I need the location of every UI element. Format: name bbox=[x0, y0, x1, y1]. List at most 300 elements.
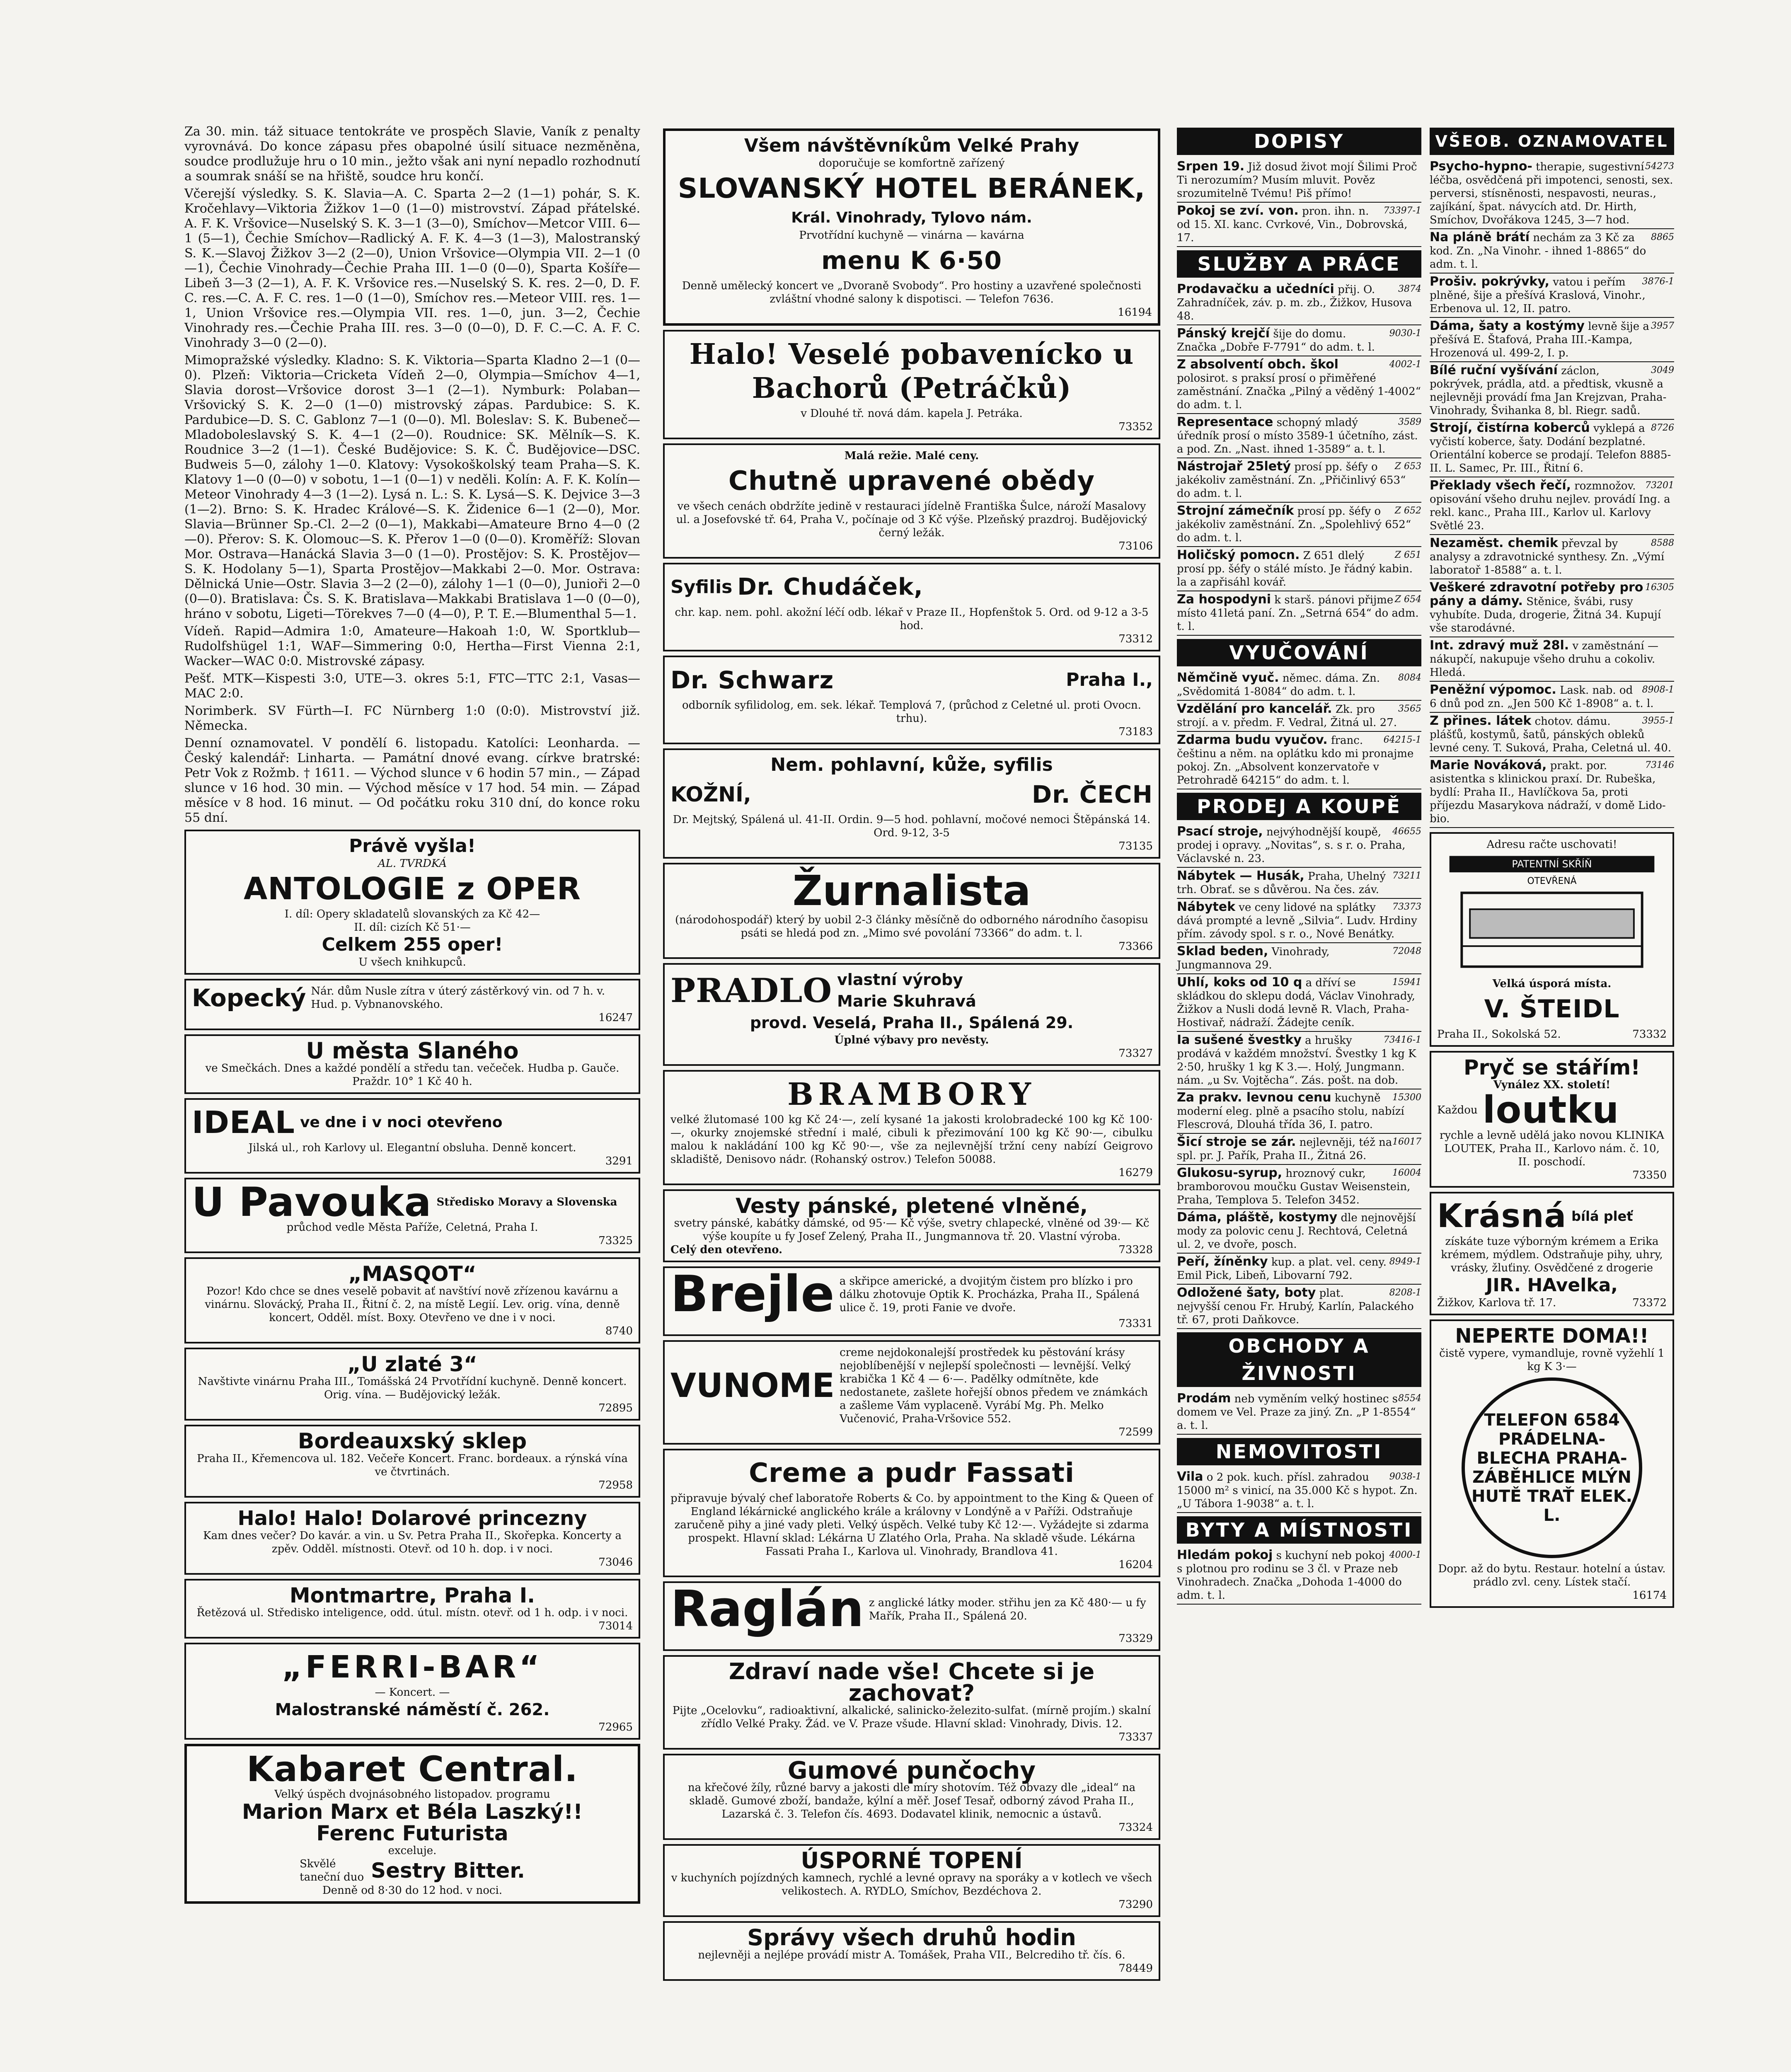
ad-hotel-addr: Král. Vinohrady, Tylovo nám. bbox=[791, 209, 1032, 226]
ad-krasna-num: 73372 bbox=[1632, 1297, 1667, 1309]
ad-hotel-name: SLOVANSKÝ HOTEL BERÁNEK, bbox=[678, 172, 1146, 204]
classified-number: 72048 bbox=[1392, 946, 1421, 956]
classified-keyword: Za hospodyni bbox=[1177, 592, 1271, 607]
classified-number: Z 653 bbox=[1394, 461, 1421, 472]
ad-bordeaux bbox=[184, 1425, 640, 1498]
section-nemovitosti: NEMOVITOSTI bbox=[1177, 1438, 1421, 1465]
ad-cech-num: 73135 bbox=[1118, 840, 1153, 852]
classified-number: 46655 bbox=[1392, 826, 1421, 837]
ad-kopecky-text: Nár. dům Nusle zítra v úterý zástěrkový vin. od 7 h. v. Hud. p. Vybnanovského. bbox=[311, 985, 605, 1011]
classified-keyword: Pánský krejčí bbox=[1177, 326, 1270, 341]
classified-text: přij. O. Zahradníček, záv. p. m. zb., Žižkov, Husova 48. bbox=[1177, 283, 1412, 322]
ad-bordeaux-num: 72958 bbox=[598, 1479, 633, 1491]
ad-brejle-num: 73331 bbox=[1118, 1317, 1153, 1330]
ad-steidl-sign: PATENTNÍ SKŘÍŇ bbox=[1512, 858, 1592, 870]
laundry-stamp-logo bbox=[1462, 1377, 1642, 1558]
ad-spravy-text: nejlevněji a nejlépe provádí mistr A. Tomášek, Praha VII., Belcrediho tř. čís. 6. bbox=[698, 1949, 1125, 1961]
ad-vesele-num: 73352 bbox=[1118, 421, 1153, 433]
classified-ad bbox=[1430, 682, 1674, 713]
ad-raglan bbox=[663, 1581, 1160, 1651]
ad-ferri-sub: — Koncert. — bbox=[375, 1686, 450, 1699]
ad-steidl-sub: Velká úsporá místa. bbox=[1492, 978, 1612, 990]
section-vseob: VŠEOB. OZNAMOVATEL bbox=[1430, 128, 1674, 155]
classified-ad bbox=[1177, 1165, 1421, 1209]
ad-vunome-num: 72599 bbox=[1118, 1426, 1153, 1438]
sport-results-regional: Mimopražské výsledky. Kladno: S. K. Viktoria—Sparta Kladno 2—1 (0—0). Plzeň: Viktoria—Cricketa Vídeň 2—0, Olympia—Smíchov 4—1, Slavia dorost—Vršovice dorost 3—1 (2—1). Nymburk: Polaban—Vršovický S. K. 2—0 (1—0) mistrovský zápas. Pardubice: S. K. Pardubice—D. S. C. Gablonz 7—1 (0—0). Ml. Boleslav: S. K. Bubeneč—Mladoboleslavský S. K. 4—1 (2—0). Roudnice: SK. Mělník—S. K. Roudnice 3—2 (1—1). České Budějovice: S. K. Č. Budějovice—DSC. Budweis 5—0, zálohy 1—0. Klatovy: Vysokoškolský team Praha—S. K. Klatovy 1—0 (0—0) v sobotu, 1—1 (0—1) v neděli. Kolín: A. F. K. Kolín—Meteor Vinohrady 4—3 (1—2). Lysá n. L.: S. K. Lysá—S. K. Dejvice 3—3 (1—2). Brno: S. K. Hradec Králové—S. K. Židenice 6—1 (2—0), Mor. Slavia—Brünner Sp.-Cl. 2—2 (0—1), Makkabi—Amateure Brno 4—0 (2—0). Přerov: S. K. Olomouc—S. K. Přerov 1—0 (0—0). Kroměříž: Slovan Mor. Ostrava—Hanácká Slavia 3—0 (1—0). Prostějov: S. K. Prostějov—S. K. Hodolany 5—1), Sparta Prostějov—Makkabi 2—0. Mor. Ostrava: Dělnická Unie—Ostr. Slavia 3—2 (2—0), zálohy 1—1 (0—0), Junioři 2—0 (0—0). Bratislava: Čs. S. K. Bratislava—Makkabi Bratislava 1—0 (0—0), hráno v sobotu, Ligeti—Törekves 7—0 (4—0), P. T. E.—Blumenthal 5—1. bbox=[184, 353, 640, 621]
classified-ad bbox=[1177, 1547, 1421, 1605]
ad-neperte-text: čistě vypere, vymandluje, rovně vyžehlí 1 kg K 3·— bbox=[1439, 1347, 1665, 1373]
classified-keyword: Odložené šaty, boty bbox=[1177, 1285, 1316, 1300]
ad-fassati-text: připravuje bývalý chef laboratoře Roberts & Co. by appointment to the King & Queen of England lékárnické anglického krále a královny v Londýně a v Paříži. Odstraňuje zaručeně pihy a jiné vady pleti. Velký úspěch. Velké tuby Kč 12·—. Vyžádejte si zdarma prospekt. Hlavní sklad: Lékárna U Zlatého Orla, Praha. Na skladě všude. Lékárna Fassati Praha I., Karlova ul. Vinohrady, Brandlova 41. bbox=[670, 1492, 1153, 1558]
ad-kabaret-sisters: Sestry Bitter. bbox=[371, 1859, 525, 1883]
ad-kabaret-hours: Denně od 8·30 do 12 hod. v noci. bbox=[322, 1884, 503, 1897]
ad-chudacek-text: chr. kap. nem. pohl. akožní léčí odb. lékař v Praze II., Hopfenštok 5. Ord. od 9-12 a 3-5 hod. bbox=[675, 606, 1149, 632]
classified-number: 8949-1 bbox=[1389, 1256, 1421, 1267]
classified-text: záclon, pokrývek, prádla, atd. a předtisk, vkusně a nejlevněji provádí fma Jan Krejzvan, Praha-Vinohrady, Švihanka 8, bl. Riegr. sadů. bbox=[1430, 365, 1667, 417]
classified-text: převzal by analysy a zdravotnické synthesy. Zn. „Výmí laboratoř 1-8588“ a. t. l. bbox=[1430, 537, 1665, 576]
ad-pradlo-addr: provd. Veselá, Praha II., Spálená 29. bbox=[750, 1014, 1074, 1032]
ad-schwarz-city: Praha I., bbox=[1066, 669, 1153, 690]
classified-keyword: Holičský pomocn. bbox=[1177, 548, 1300, 562]
ad-steidl-addr: Praha II., Sokolská 52. bbox=[1437, 1028, 1561, 1041]
section-byty: BYTY A MÍSTNOSTI bbox=[1177, 1516, 1421, 1544]
ad-halo-name: Halo! Halo! Dolarové princezny bbox=[237, 1507, 587, 1530]
ad-cech-top: Nem. pohlavní, kůže, syfilis bbox=[770, 754, 1053, 775]
classified-keyword: Vila bbox=[1177, 1469, 1203, 1484]
ad-vesele-text: v Dlouhé tř. nová dám. kapela J. Petráka. bbox=[801, 407, 1023, 420]
ad-topeni bbox=[663, 1844, 1160, 1917]
classified-ad bbox=[1177, 591, 1421, 636]
classified-keyword: Dáma, šaty a kostýmy bbox=[1430, 319, 1585, 333]
classified-ad bbox=[1430, 229, 1674, 274]
ad-puncochy-text: na křečové žíly, různé barvy a jakosti dle míry shotovím. Též obvazy dle „ideal“ na skladě. Gumové zboží, bandaže, kýlní a měř. Josef Tesař, odborný závod Praha II., Lazarská č. 3. Telefon čís. 4693. Dodavatel klinik, nemocnic a ústavů. bbox=[687, 1782, 1136, 1820]
classified-text: prakt. por. asistentka s klinickou praxí. Dr. Rubeška, bydlí: Praha II., Havlíčkova 5a, proti příjezdu Masarykova nádraží, v domě Lido-bio. bbox=[1430, 760, 1666, 825]
ad-neperte-num: 16174 bbox=[1632, 1589, 1667, 1602]
classified-text: plat. nejvyšší cenou Fr. Hrubý, Karlín, Palackého tř. 67, proti Daňkovce. bbox=[1177, 1287, 1414, 1326]
ad-pavouka-num: 73325 bbox=[598, 1234, 633, 1247]
classified-text: v zaměstnání — nákupčí, nakupuje všeho druhu a cokoliv. Hledá. bbox=[1430, 640, 1659, 679]
classified-keyword: Peněžní výpomoc. bbox=[1430, 683, 1556, 697]
classified-ad bbox=[1177, 1469, 1421, 1513]
ad-brejle-text: a skřipce americké, a dvojitým čistem pro blízko i pro dálku zhotovuje Optik K. Procházka, Praha II., Spálená ulice č. 19, proti Fanie ve dvoře. bbox=[839, 1275, 1140, 1314]
ad-krasna-addr: Žižkov, Karlova tř. 17. bbox=[1437, 1297, 1556, 1309]
classified-keyword: Veškeré zdravotní potřeby pro pány a dámy. bbox=[1430, 580, 1643, 608]
classified-keyword: Na pláně brátí bbox=[1430, 230, 1530, 244]
list-vyucovani bbox=[1177, 670, 1421, 789]
classified-keyword: Psycho-hypno- bbox=[1430, 159, 1532, 174]
ad-kopecky-name: Kopecký bbox=[192, 984, 306, 1012]
classified-number: 54273 bbox=[1645, 161, 1674, 172]
ad-cech bbox=[663, 748, 1160, 859]
ad-pavouka-side: Středisko Moravy a Slovenska bbox=[436, 1196, 617, 1208]
classified-ad bbox=[1430, 477, 1674, 535]
classified-ad bbox=[1177, 1209, 1421, 1254]
ad-raglan-num: 73329 bbox=[1118, 1632, 1153, 1645]
ad-obedy bbox=[663, 443, 1160, 559]
classified-ad bbox=[1430, 420, 1674, 477]
ad-topeni-text: v kuchyních pojízdných kamnech, rychlé a levné opravy na sporáky a v kotlech ve všech velikostech. A. RYDLO, Smíchov, Bezdéchova 2. bbox=[671, 1872, 1152, 1898]
ad-puncochy-name: Gumové punčochy bbox=[787, 1756, 1036, 1784]
classified-number: 3955-1 bbox=[1642, 716, 1674, 726]
ad-cech-name: Dr. ČECH bbox=[1032, 780, 1153, 808]
classified-text: Praha, Uhelný trh. Obrať. se s důvěrou. Na čes. záv. bbox=[1177, 870, 1386, 896]
classified-ad bbox=[1430, 579, 1674, 637]
classified-ad bbox=[1177, 1134, 1421, 1165]
ad-pradlo-t1: vlastní výroby bbox=[837, 971, 963, 989]
ad-hotel-line: Prvotřídní kuchyně — vinárna — kavárna bbox=[799, 229, 1024, 242]
ad-chudacek-name: Dr. Chudáček, bbox=[737, 574, 923, 600]
ad-ideal-num: 3291 bbox=[605, 1155, 633, 1167]
ad-vesty-num: 73328 bbox=[1118, 1244, 1153, 1256]
ad-zdravi-text: Pijte „Ocelovku“, radioaktivní, alkalické, salinicko-železito-sulfat. (mírně projím.) skalní zřídlo Velké Praky. Žád. ve V. Praze všude. Hlavní sklad: Vinohrady, Divis. 12. bbox=[672, 1704, 1151, 1730]
classified-keyword: Nezaměst. chemik bbox=[1430, 536, 1558, 550]
classified-keyword: Nástrojař 25letý bbox=[1177, 459, 1291, 474]
classified-text: hroznový cukr, bramborovou moučku Gustav Weisenstein, Praha, Templova 5. Telefon 3452. bbox=[1177, 1167, 1411, 1206]
ad-vesty bbox=[663, 1189, 1160, 1262]
ad-kabaret-text: Velký úspěch dvojnásobného listopadov. programu bbox=[274, 1788, 550, 1801]
ad-ideal bbox=[184, 1098, 640, 1174]
ad-hotel-beranek bbox=[663, 128, 1160, 326]
ad-vesele-name: Halo! Veselé pobavenícko u Bachorů (Petráčků) bbox=[689, 338, 1134, 405]
classified-text: němec. dáma. Zn. „Svědomitá 1-8084“ do adm. t. l. bbox=[1177, 672, 1380, 698]
sport-results-prague: Včerejší výsledky. S. K. Slavia—A. C. Sparta 2—2 (1—1) pohár, S. K. Kročehlavy—Viktoria Žižkov 1—0 (1—0) mistrovství. Západ přátelské. A. F. K. Vršovice—Nuselský S. K. 3—1 (3—0), Smíchov—Metcor VIII. 6—1 (5—1), Čechie Smíchov—Radlický A. F. K. 4—3 (1—3), Malostranský S. K.—Slavoj Žižkov 3—2 (2—0), Union Vršovice—Olympia VII. 2—1 (0—1), Čechie Vinohrady—Čechie Praha III. 1—0 (0—0), Sparta Košíře—Libeň 3—3 (2—1), A. F. K. Vršovice res.—Nuselský S. K. res. 2—0, D. F. C. res.—C. A. F. C. res. 1—0 (1—0), Smíchov res.—Meteor VIII. res. 1—1, Union Vršovice res.—Olympia VII. res. 1—0, jun. 3—2, Čechie Vinohrady res.—Čechie Praha III. res. 3—0 (0—0), D. F. C.—C. A. F. C. Vinohrady 3—0 (2—0). bbox=[184, 186, 640, 350]
ad-kopecky bbox=[184, 979, 640, 1030]
classified-text: Vinohrady, Jungmannova 29. bbox=[1177, 946, 1330, 971]
classified-keyword: Hledám pokoj bbox=[1177, 1548, 1273, 1562]
classified-number: Z 652 bbox=[1394, 506, 1421, 516]
ad-steidl-open: OTEVŘENÁ bbox=[1527, 876, 1577, 886]
list-vseob bbox=[1430, 158, 1674, 828]
ad-steidl bbox=[1430, 832, 1674, 1047]
classified-text: polosirot. s praksí prosí o přiměřené zaměstnání. Značka „Pilný a věděný 1-4002“ do adm. t. l. bbox=[1177, 372, 1421, 411]
ad-fassati bbox=[663, 1449, 1160, 1577]
ad-mesta-text: ve Smečkách. Dnes a každé pondělí a středu tan. večeček. Hudba p. Gauče. Praždr. 10° 1 Kč 40 h. bbox=[205, 1062, 620, 1088]
classified-number: 64215-1 bbox=[1383, 735, 1421, 745]
ad-uzlate-num: 72895 bbox=[598, 1402, 633, 1414]
ad-fassati-num: 16204 bbox=[1118, 1559, 1153, 1571]
ad-schwarz-name: Dr. Schwarz bbox=[670, 666, 834, 694]
ad-neperte-text2: Dopr. až do bytu. Restaur. hotelní a ústav. prádlo zvl. ceny. Lístek stačí. bbox=[1438, 1563, 1666, 1588]
ad-loutky-top: Pryč se stářím! bbox=[1463, 1055, 1641, 1080]
ad-neperte bbox=[1430, 1319, 1674, 1608]
classified-keyword: Z přines. látek bbox=[1430, 714, 1532, 728]
classified-text: a dříví se skládkou do sklepu dodá, Václav Vinohrady, Žižkov a Nusli dodá levně R. Vlach, Praha-Hostivař, nádraží. Žádejte ceník. bbox=[1177, 977, 1416, 1029]
ad-spravy-hodin bbox=[663, 1921, 1160, 1981]
ad-hotel-rec: doporučuje se komfortně zařízený bbox=[818, 157, 1005, 169]
classified-number: 15941 bbox=[1392, 977, 1421, 988]
cabinet-bed-illustration bbox=[1437, 851, 1667, 975]
classified-number: 3957 bbox=[1651, 321, 1674, 331]
ad-ferri-bar bbox=[184, 1643, 640, 1740]
ad-krasna-name: Krásná bbox=[1437, 1198, 1567, 1235]
ad-masqot-num: 8740 bbox=[605, 1325, 633, 1337]
classified-ad bbox=[1430, 535, 1674, 579]
ad-cech-text: Dr. Mejtský, Spálená ul. 41-II. Ordin. 9—5 hod. pohlavní, močové nemoci Štěpánská 14. Ord. 9-12, 3-5 bbox=[673, 813, 1151, 839]
ad-ideal-name: IDEAL bbox=[192, 1105, 295, 1140]
classified-ad bbox=[1430, 362, 1674, 420]
classified-keyword: Glukosu-syrup, bbox=[1177, 1166, 1283, 1180]
ad-uzlate bbox=[184, 1348, 640, 1421]
classified-keyword: Prošiv. pokrývky, bbox=[1430, 274, 1549, 289]
classified-ad bbox=[1177, 1285, 1421, 1329]
sport-results-pest: Pešť. MTK—Kispesti 3:0, UTE—3. okres 5:1, FTC—TTC 2:1, Vasas—MAC 2:0. bbox=[184, 671, 640, 701]
ad-zurnalista-name: Žurnalista bbox=[792, 867, 1031, 915]
ad-brejle bbox=[663, 1266, 1160, 1336]
ad-kabaret-name: Kabaret Central. bbox=[247, 1749, 578, 1789]
ad-schwarz bbox=[663, 656, 1160, 744]
ad-hotel-num: 16194 bbox=[1118, 306, 1152, 319]
classified-text: nechám za 3 Kč za kod. Zn. „Na Vinohr. - ihned 1-8865“ do adm. t. l. bbox=[1430, 232, 1646, 271]
classified-number: 9038-1 bbox=[1389, 1472, 1421, 1482]
classified-ad bbox=[1177, 414, 1421, 458]
section-obchody: OBCHODY A ŽIVNOSTI bbox=[1177, 1332, 1421, 1387]
ad-montmartre-text: Řetězová ul. Středisko inteligence, odd. útul. místn. otevř. od 1 h. odp. i v noci. bbox=[196, 1607, 628, 1619]
classified-text: nejlevněji, též na spl. pr. J. Pařík, Praha II., Žitná 26. bbox=[1177, 1136, 1392, 1162]
ad-kabaret-star2: Ferenc Futurista bbox=[316, 1821, 508, 1845]
classified-ad bbox=[1177, 158, 1421, 203]
classified-text: neb vyměním velký hostinec s domem ve Vel. Praze za jiný. Zn. „P 1-8554“ a. t. l. bbox=[1177, 1393, 1416, 1432]
ad-fassati-name: Creme a pudr Fassati bbox=[749, 1458, 1075, 1489]
ad-antologie-title: ANTOLOGIE z OPER bbox=[243, 871, 581, 907]
classified-ad bbox=[1177, 503, 1421, 547]
classified-keyword: Za prakv. levnou cenu bbox=[1177, 1090, 1331, 1105]
classified-keyword: Bílé ruční vyšívání bbox=[1430, 363, 1558, 378]
ad-montmartre-num: 73014 bbox=[598, 1620, 633, 1632]
ad-kopecky-num: 16247 bbox=[598, 1012, 633, 1024]
ad-schwarz-num: 73183 bbox=[1118, 726, 1153, 738]
ad-ferri-addr: Malostranské náměstí č. 262. bbox=[275, 1700, 550, 1719]
ad-puncochy-num: 73324 bbox=[1118, 1821, 1153, 1834]
classified-number: 9030-1 bbox=[1389, 328, 1421, 339]
classified-number: 16004 bbox=[1392, 1168, 1421, 1178]
classified-keyword: Nábytek — Husák, bbox=[1177, 869, 1305, 883]
ad-kabaret-sis-pre: Skvělé taneční duo bbox=[300, 1858, 364, 1883]
ad-steidl-num: 73332 bbox=[1632, 1028, 1667, 1041]
list-obchody bbox=[1177, 1390, 1421, 1435]
ad-bordeaux-text: Praha II., Křemencova ul. 182. Večeře Koncert. Franc. bordeaux. a rýnská vína ve čtvrtinách. bbox=[197, 1452, 628, 1478]
sport-results-nurnberg: Norimberk. SV Fürth—I. FC Nürnberg 1:0 (0:0). Mistrovství již. Německa. bbox=[184, 704, 640, 733]
ad-montmartre bbox=[184, 1579, 640, 1639]
ad-schwarz-text: odborník syfilidolog, em. sek. lékař. Templová 7, (průchod z Celetné ul. proti Ovocn. trhu). bbox=[682, 699, 1141, 725]
ad-loutky-pre: Každou bbox=[1437, 1104, 1478, 1116]
classified-text: pron. ihn. n. od 15. XI. kanc. Cvrkové, Vin., Dobrovská, 17. bbox=[1177, 205, 1408, 244]
classified-number: 3049 bbox=[1651, 365, 1674, 375]
ad-neperte-ring: TELEFON 6584 PRÁDELNA-BLECHA PRAHA-ZÁBĚHLICE MLÝN HUTĚ TRAŤ ELEK. L. bbox=[1472, 1411, 1632, 1525]
classified-ad bbox=[1177, 1032, 1421, 1089]
classified-number: 73211 bbox=[1392, 871, 1421, 881]
classified-text: nejvýhodnější koupě, prodej i opravy. „Novitas“, s. s r. o. Praha, Václavské n. 23. bbox=[1177, 826, 1406, 865]
ad-antologie-author: AL. TVRDKÁ bbox=[378, 857, 447, 870]
ad-bordeaux-name: Bordeauxský sklep bbox=[298, 1429, 527, 1454]
classified-number: 8208-1 bbox=[1389, 1288, 1421, 1298]
classified-number: 3874 bbox=[1398, 284, 1421, 294]
ad-kabaret-central bbox=[184, 1744, 640, 1904]
list-prodej bbox=[1177, 823, 1421, 1329]
ad-obedy-text: ve všech cenách obdržíte jedině v restauraci jídelně Františka Šulce, nároží Masalovy ul. a Josefovské tř. 64, Praha V., počínaje od 3 Kč výše. Plzeňský prazdroj. Budějovický černý ležák. bbox=[676, 500, 1147, 539]
ad-vesty-name: Vesty pánské, pletené vlněné, bbox=[736, 1194, 1088, 1218]
classified-ad bbox=[1177, 868, 1421, 899]
classified-keyword: Dáma, pláště, kostymy bbox=[1177, 1210, 1338, 1225]
classified-number: 73146 bbox=[1645, 760, 1674, 770]
classified-keyword: Marie Nováková, bbox=[1430, 758, 1547, 772]
classified-text: o 2 pok. kuch. přísl. zahradou 15000 m² s vinicí, na 35.000 Kč s hypot. Zn. „U Tábora 1-9038“ a. t. l. bbox=[1177, 1471, 1418, 1510]
ad-vunome-name: VUNOME bbox=[670, 1366, 835, 1405]
classified-keyword: Sklad beden, bbox=[1177, 944, 1268, 959]
ad-masqot-text: Pozor! Kdo chce se dnes veselě pobavit ať navštíví nově zřízenou kavárnu a vinárnu. Slovácký, Praha II., Řitní č. 2, na místě Legií. Lev. orig. vína, denně koncert, Odděl. míst. Boxy. Otevřeno ve dne i v noci. bbox=[205, 1285, 620, 1324]
ad-zdravi bbox=[663, 1655, 1160, 1750]
column-2 bbox=[663, 124, 1160, 1985]
column-3 bbox=[1177, 124, 1674, 1612]
ad-brambory-num: 16279 bbox=[1118, 1167, 1153, 1179]
ad-krasna-plet bbox=[1430, 1192, 1674, 1315]
classified-text: chotov. dámu. plášťů, kostymů, šatů, pánských obleků levné ceny. T. Suková, Praha, Celetná ul. 40. bbox=[1430, 715, 1672, 754]
classified-text: ve ceny lidové na splátky dává prompté a levně „Silvia“. Ludv. Hrdiny přím. závody spol. s r. o., Nové Benátky. bbox=[1177, 901, 1417, 940]
ad-brejle-name: Brejle bbox=[670, 1266, 835, 1323]
ad-kabaret-ex: exceluje. bbox=[388, 1844, 437, 1857]
ad-raglan-text: z anglické látky moder. střihu jen za Kč 480·— u fy Mařík, Praha II., Spálená 20. bbox=[869, 1597, 1146, 1622]
classified-keyword: Uhlí, koks od 10 q bbox=[1177, 975, 1302, 990]
classified-keyword: Šicí stroje se zár. bbox=[1177, 1135, 1296, 1149]
ad-masqot bbox=[184, 1257, 640, 1343]
ad-vunome bbox=[663, 1340, 1160, 1445]
ad-chudacek-pre: Syfilis bbox=[670, 576, 733, 598]
ad-loutky-text: rychle a levně udělá jako novou KLINIKA LOUTEK, Praha II., Karlovo nám. č. 10, II. poschodí. bbox=[1440, 1129, 1664, 1168]
ad-spravy-num: 78449 bbox=[1118, 1962, 1153, 1975]
ad-montmartre-name: Montmartre, Praha I. bbox=[289, 1583, 535, 1607]
classified-ad bbox=[1177, 943, 1421, 974]
ad-pradlo-name: PRADLO bbox=[670, 971, 833, 1010]
classified-number: 8084 bbox=[1398, 673, 1421, 683]
classified-text: k starš. pánovi přijme místo 41letá paní. Zn. „Setrná 654“ do adm. t. l. bbox=[1177, 594, 1419, 633]
classified-keyword: Překlady všech řečí, bbox=[1430, 478, 1571, 493]
section-dopisy: DOPISY bbox=[1177, 128, 1421, 155]
classified-ad bbox=[1430, 757, 1674, 828]
classified-text: therapie, sugestivní léčba, osvědčená při impotenci, senosti, sex. perversi, stísněnosti, nespavosti, neuras., zajíkání, špat. návycích atd. Dr. Hirth, Smíchov, Dvořákova 1245, 3—7 hod. bbox=[1430, 161, 1673, 226]
classified-ad bbox=[1177, 670, 1421, 701]
ad-pradlo-sub: Úplné výbavy pro nevěsty. bbox=[834, 1034, 989, 1046]
classified-keyword: Vzdělání pro kancelář. bbox=[1177, 702, 1332, 716]
ad-pradlo-num: 73327 bbox=[1118, 1047, 1153, 1060]
ad-brambory-text: velké žlutomasé 100 kg Kč 24·—, zelí kysané 1a jakosti krolobradecké 100 kg Kč 100·—, okurky znojemské střední i malé, cibuli k přezimování 100 kg Kč 90·—, cibulku malou k nakládání 100 kg Kč 90·—, vše za nejlevnější tržní ceny nabízí Geigrovo skladiště, Denisovo nádr. (Rohanský ostrov.) Telefon 50088. bbox=[670, 1113, 1153, 1166]
classified-keyword: Z absolventí obch. škol bbox=[1177, 357, 1338, 372]
ad-ideal-sub: Jilská ul., roh Karlovy ul. Elegantní obsluha. Denně koncert. bbox=[248, 1142, 576, 1154]
classified-number: 3565 bbox=[1398, 704, 1421, 714]
classified-ad bbox=[1177, 701, 1421, 732]
ad-hotel-top: Všem návštěvníkům Velké Prahy bbox=[744, 135, 1079, 156]
ad-krasna-side: bílá pleť bbox=[1571, 1208, 1633, 1224]
ad-mesta-slaneho bbox=[184, 1034, 640, 1094]
ad-obedy-top: Malá režie. Malé ceny. bbox=[844, 450, 979, 462]
ad-halo-princezny bbox=[184, 1502, 640, 1575]
classified-ad bbox=[1430, 637, 1674, 682]
ad-spravy-name: Správy všech druhů hodin bbox=[747, 1924, 1076, 1951]
section-sluzby: SLUŽBY A PRÁCE bbox=[1177, 250, 1421, 278]
ad-steidl-top: Adresu račte uschovati! bbox=[1486, 838, 1617, 851]
classified-text: Lask. nab. od 6 dnů pod zn. „Jen 500 Kč 1-8908“ a. t. l. bbox=[1430, 684, 1654, 710]
classified-keyword: Němčině vyuč. bbox=[1177, 670, 1279, 685]
classified-number: 4000-1 bbox=[1389, 1550, 1421, 1560]
classified-keyword: Prodavačku a učedníci bbox=[1177, 282, 1334, 296]
classified-keyword: Strojí, čistírna koberců bbox=[1430, 421, 1590, 435]
classified-text: schopný mladý úředník prosí o místo 3589-1 účetního, zást. a pod. Zn. „Nast. ihned 1-3589“ a. t. l. bbox=[1177, 416, 1418, 455]
list-nemovitosti bbox=[1177, 1469, 1421, 1513]
classified-number: Z 651 bbox=[1394, 550, 1421, 560]
ad-chudacek bbox=[663, 563, 1160, 651]
classified-ad bbox=[1177, 1254, 1421, 1285]
classified-text: prosí pp. šéfy o jakékoliv zaměstnání. Zn. „Přičinlivý 653“ do adm. t. l. bbox=[1177, 461, 1406, 500]
ad-loutky-num: 73350 bbox=[1632, 1169, 1667, 1181]
classified-ad bbox=[1177, 547, 1421, 591]
list-dopisy bbox=[1177, 158, 1421, 247]
classified-ad bbox=[1430, 274, 1674, 318]
classified-text: dle nejnovější mody za polovic cenu J. Rechtová, Celetná ul. 2, ve dvoře, posch. bbox=[1177, 1212, 1416, 1251]
classified-keyword: Representace bbox=[1177, 415, 1273, 429]
classified-number: 73416-1 bbox=[1383, 1035, 1421, 1045]
ad-antologie-price: Celkem 255 oper! bbox=[322, 934, 503, 955]
classified-number: 16305 bbox=[1645, 582, 1674, 593]
ad-cech-pre: KOŽNÍ, bbox=[670, 782, 751, 806]
classified-number: 8865 bbox=[1651, 232, 1674, 242]
classified-ad bbox=[1177, 899, 1421, 943]
classified-ad bbox=[1177, 458, 1421, 503]
ad-antologie-top: Právě vyšla! bbox=[349, 835, 476, 857]
ad-vesty-sub: Celý den otevřeno. bbox=[670, 1244, 783, 1256]
ad-puncochy bbox=[663, 1754, 1160, 1840]
ad-pradlo bbox=[663, 963, 1160, 1066]
classified-ad bbox=[1177, 356, 1421, 414]
classified-text: vatou i peřím plněné, šije a přešívá Kraslová, Vinohr., Erbenova ul. 12, II. patro. bbox=[1430, 276, 1646, 315]
ad-raglan-name: Raglán bbox=[670, 1581, 864, 1638]
classified-text: kup. a plat. vel. ceny. Emil Pick, Libeň, Libovarní 792. bbox=[1177, 1256, 1387, 1282]
classified-ad bbox=[1177, 281, 1421, 325]
section-vyucovani: VYUČOVÁNÍ bbox=[1177, 639, 1421, 666]
classified-text: Stěnice, švábi, rusy vyhubíte. Duda, drogerie, Žitná 34. Kupují vše starodávné. bbox=[1430, 595, 1661, 634]
ad-topeni-num: 73290 bbox=[1118, 1898, 1153, 1911]
ad-halo-num: 73046 bbox=[598, 1556, 633, 1569]
classified-number: 8554 bbox=[1398, 1393, 1421, 1404]
sport-paragraph: Za 30. min. táž situace tentokráte ve prospěch Slavie, Vaník z penalty vyrovnává. Do konce zápasu přes obapolné úsilí situace nezměněna, soudce prodlužuje hru o 10 min., ježto však ani nyní nepadlo rozhodnutí a soumrak snáší se na hřiště, soudce hru končí. bbox=[184, 124, 640, 184]
classifieds-left bbox=[1177, 124, 1421, 1612]
classified-ad bbox=[1177, 1089, 1421, 1134]
classified-text: Z 651 dlelý prosí pp. šéfy o stálé místo. Je řádný kabin. la a zapřisáhl kovář. bbox=[1177, 549, 1413, 588]
classified-number: 8908-1 bbox=[1642, 685, 1674, 695]
ad-zurnalista bbox=[663, 863, 1160, 959]
classified-text: rozmnožov. opisování všeho druhu nejlev. provádí Ing. a rekl. kanc., Praha III., Karlov ul. Karlovy Světlé 23. bbox=[1430, 480, 1670, 532]
classified-keyword: Zdarma budu vyučov. bbox=[1177, 733, 1328, 747]
ad-hotel-text: Denně umělecký koncert ve „Dvoraně Svobody“. Pro hostiny a uzavřené společnosti zvláštní vhodné salony k dispotisci. — Telefon 7636. bbox=[682, 280, 1142, 305]
ad-kabaret-star1: Marion Marx et Béla Laszký!! bbox=[242, 1800, 583, 1824]
ad-mesta-name: U města Slaného bbox=[306, 1038, 519, 1064]
classified-keyword: Strojní zámečník bbox=[1177, 503, 1294, 518]
ad-hotel-menu: menu K 6·50 bbox=[821, 246, 1002, 275]
classified-text: s kuchyní neb pokoj s plotnou pro rodinu se 3 čl. v Praze neb Vinohradech. Značka „Dohoda 1-4000 do adm. t. l. bbox=[1177, 1549, 1402, 1602]
list-byty bbox=[1177, 1547, 1421, 1605]
classified-keyword: Peří, žíněnky bbox=[1177, 1254, 1268, 1269]
classified-keyword: Ia sušené švestky bbox=[1177, 1033, 1302, 1047]
ad-antologie-sale: U všech knihkupců. bbox=[358, 956, 466, 968]
classified-text: franc. češtinu a něm. na oplátku kdo mi pronajme pokoj. Zn. „Absolvent konzervatoře v Petrohradě 64215“ do adm. t. l. bbox=[1177, 734, 1414, 787]
classified-ad bbox=[1177, 325, 1421, 356]
classified-number: 4002-1 bbox=[1389, 359, 1421, 370]
classifieds-right bbox=[1430, 124, 1674, 1612]
ad-vunome-text: creme nejdokonalejší prostředek ku pěstování krásy nejoblíbenější v nejlepší společnosti — levnější. Velký krabička 1 Kč 4 — 6·—. Padělky odmítněte, kde nedostanete, zašlete hořejší obnos předem ve známkách a zašleme Vám vyplaceně. Vyrábí Mg. Ph. Melko Vučenović, Praha-Vršovice 552. bbox=[840, 1346, 1148, 1425]
ad-masqot-name: „MASQOT“ bbox=[348, 1262, 477, 1286]
ad-uzlate-name: „U zlaté 3“ bbox=[347, 1352, 477, 1376]
daily-notice: Denní oznamovatel. V pondělí 6. listopadu. Katolíci: Leonharda. — Český kalendář: Linharta. — Památní dnové evang. církve bratrské: Petr Vok z Rožmb. † 1611. — Východ slunce v 6 hodin 57 min., — Západ slunce v 16 hod. 30 min. — Východ měsíce v 17 hod. 54 min. — Západ měsíce v 8 hod. 16 minut. — Od počátku roku 310 dní, do konce roku 55 dní. bbox=[184, 736, 640, 825]
classified-text: prosí pp. šéfy o jakékoliv zaměstnání. Zn. „Spolehlivý 652“ do adm. t. l. bbox=[1177, 505, 1411, 544]
ad-loutky-sub: Vynález XX. století! bbox=[1493, 1079, 1611, 1091]
ad-krasna-text: získáte tuze výborným krémem a Erika krémem, mýdlem. Odstraňuje pihy, uhry, vrásky, žluťiny. Osvědčené z drogerie bbox=[1441, 1235, 1663, 1274]
